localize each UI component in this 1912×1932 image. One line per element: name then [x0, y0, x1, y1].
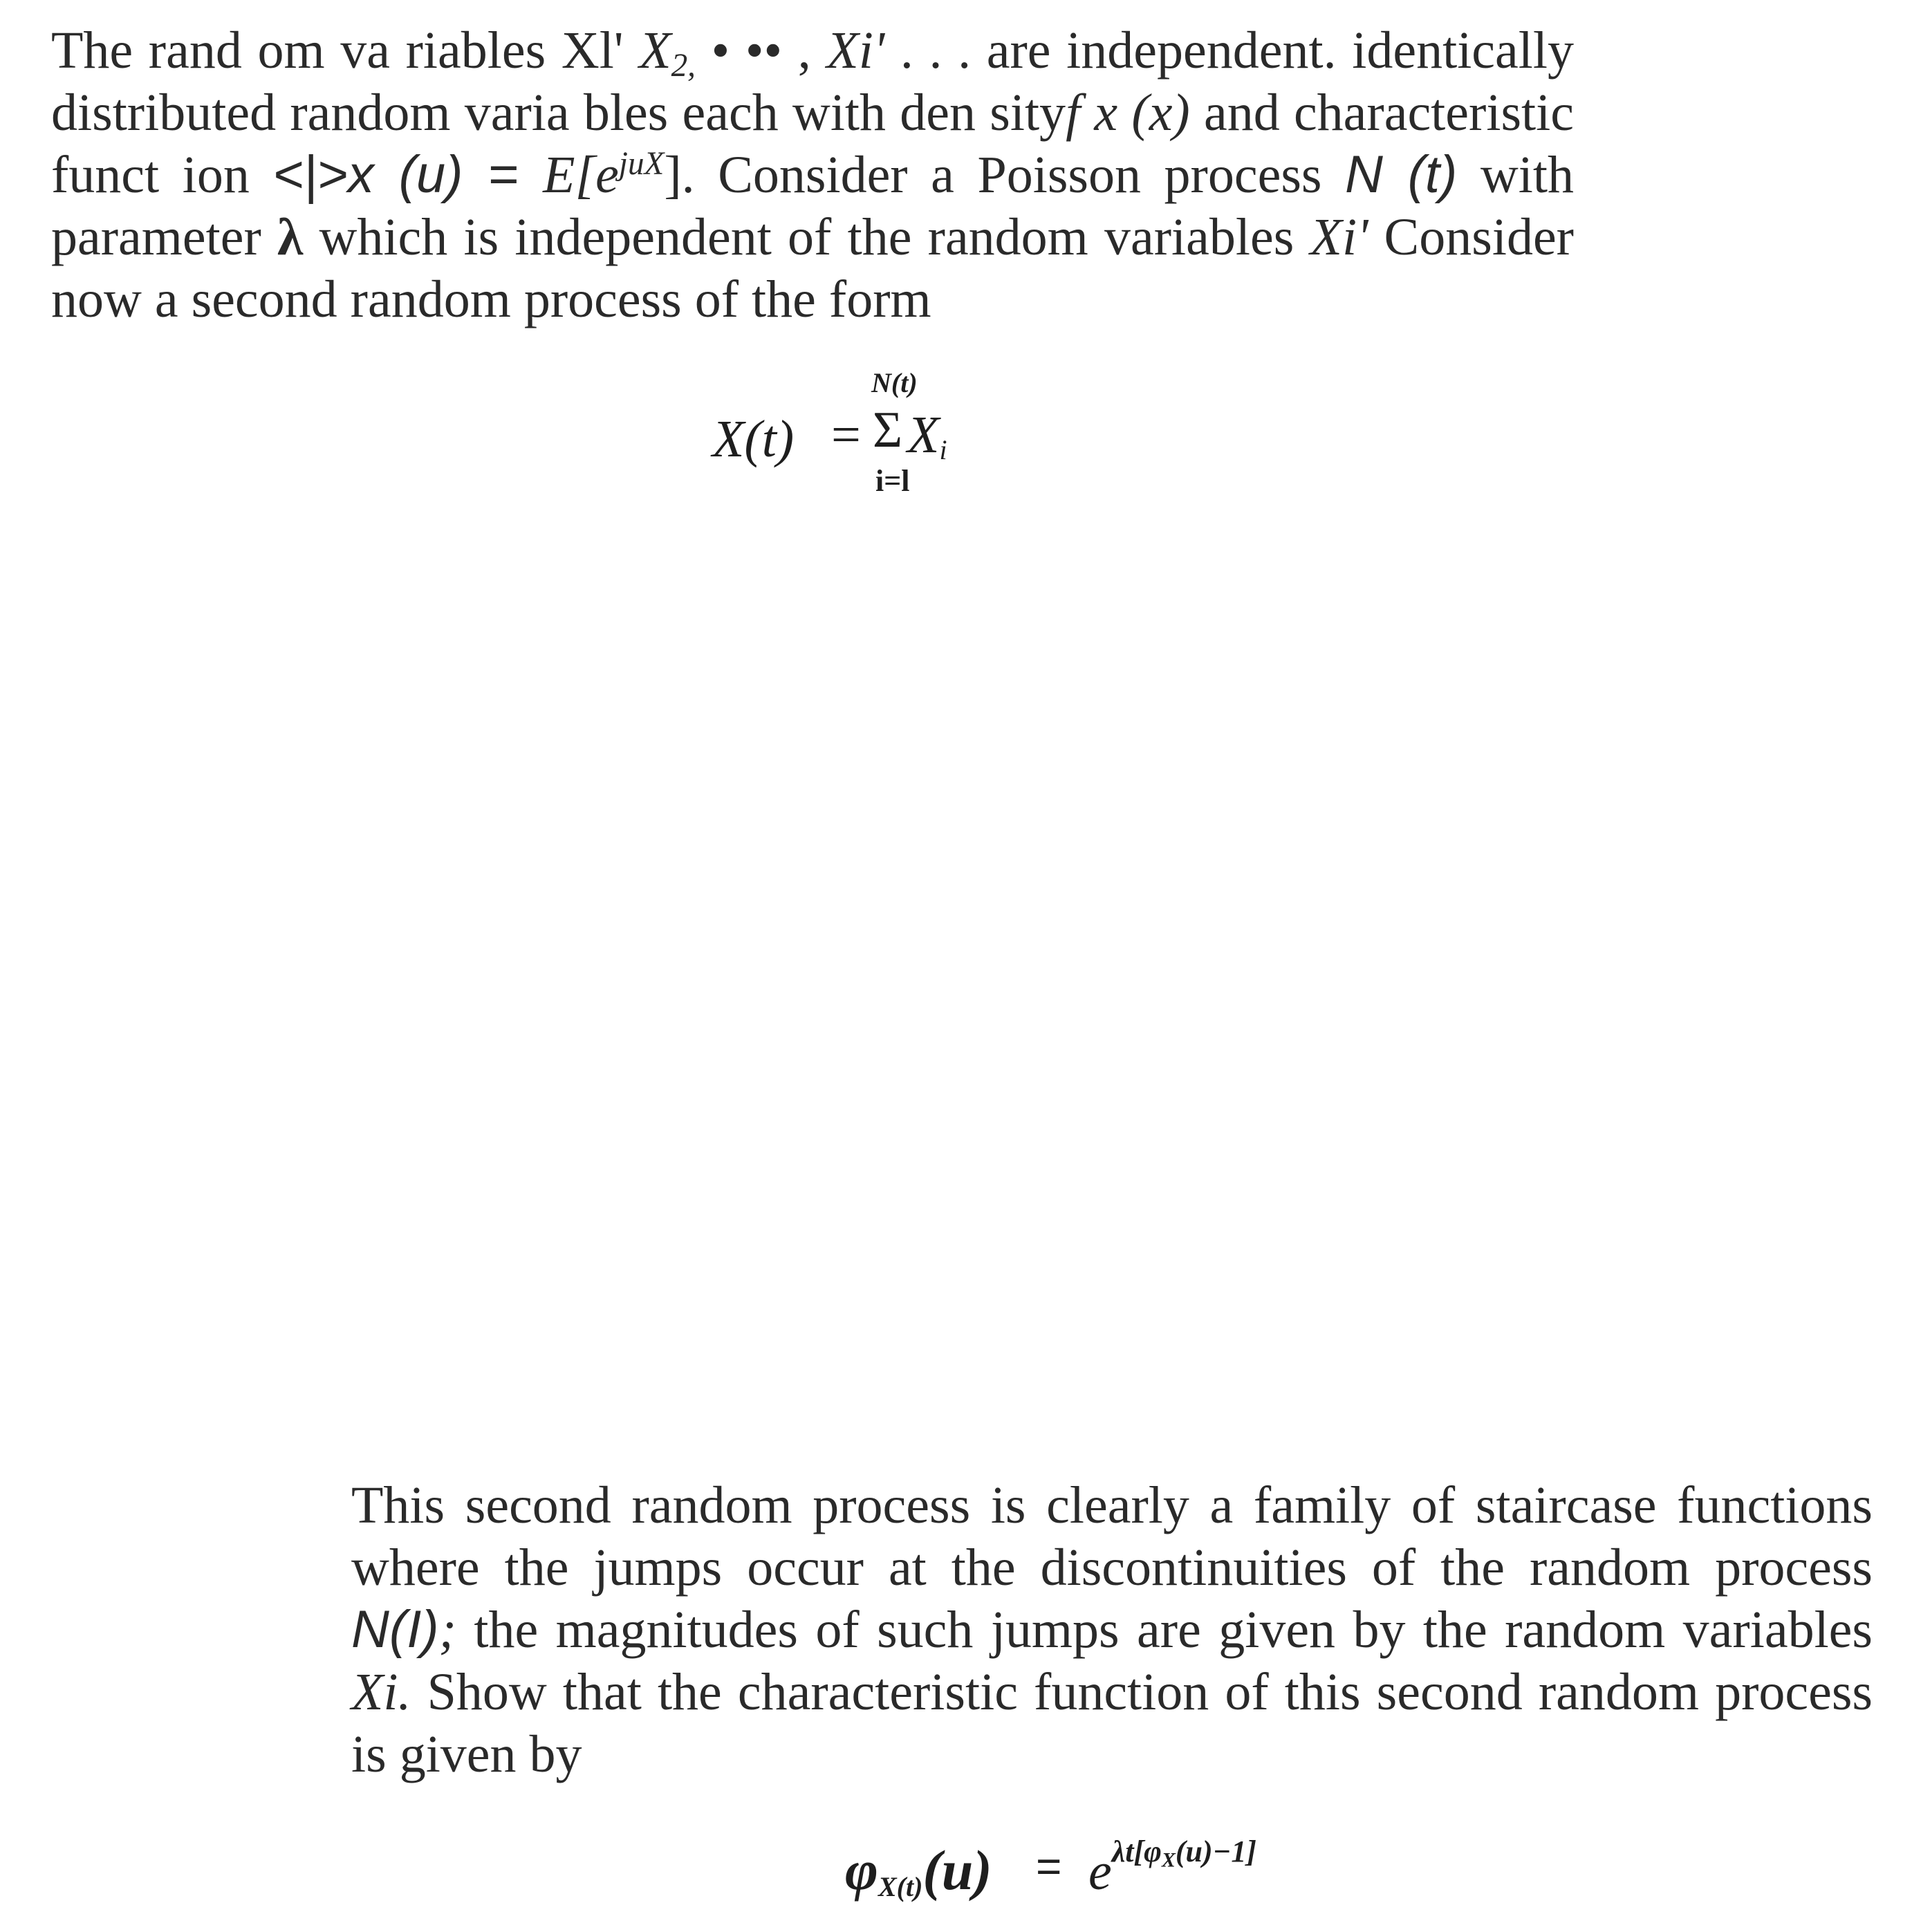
- text-segment: . . . are independent. identically distributed random varia bles each with den sity: [51, 21, 1575, 142]
- expectation-base: E[e: [543, 146, 619, 204]
- phi-argument: (u): [922, 1839, 992, 1902]
- text-segment: This second random process is clearly a family of staircase functions where the jumps occur at the discontinuities of the random process: [351, 1476, 1873, 1597]
- density-fx: f x (x): [1066, 84, 1190, 142]
- variable-xi-2: Xi': [1310, 208, 1368, 266]
- problem-paragraph-intro: [51, 19, 1574, 331]
- text-segment: Show that the characteristic function of this second random process is given by: [351, 1663, 1873, 1783]
- poisson-process-nt: N (t): [1345, 145, 1458, 204]
- sum-upper-limit: N(t): [871, 367, 918, 398]
- exponent-end: (u)−1]: [1175, 1835, 1256, 1869]
- text-segment: Consider now a second random process of the form: [51, 208, 1574, 328]
- text-segment: with parameter: [51, 146, 1574, 266]
- equals-sign: =: [831, 406, 861, 464]
- sigma-symbol: Σ: [873, 402, 903, 458]
- variable-xi-3: Xi.: [351, 1663, 411, 1721]
- variable-x2: [639, 21, 696, 84]
- text-segment: and characteristic funct ion: [51, 84, 1574, 204]
- exponent-subscript: X: [1161, 1848, 1176, 1872]
- exponential-rhs: [1088, 1835, 1256, 1902]
- text-segment: The rand om va riables Xl': [51, 21, 640, 80]
- sum-lower-limit: i=l: [875, 464, 910, 498]
- text-segment: ]. Consider a Poisson process: [664, 146, 1346, 204]
- sum-term-subscript: i: [939, 434, 947, 465]
- semicolon: ;: [438, 1601, 456, 1659]
- text-segment: • •• ,: [695, 21, 827, 80]
- sum-term: [907, 405, 947, 465]
- variable-xi: Xi': [826, 21, 885, 80]
- exponent: [1111, 1835, 1256, 1872]
- lambda-symbol: λ: [277, 208, 304, 266]
- problem-paragraph-task: [351, 1474, 1873, 1785]
- variable-x2-subscript: 2,: [671, 47, 696, 84]
- text-segment: the magnitudes of such jumps are given by the random variables: [456, 1601, 1873, 1659]
- process-nl: N(I): [351, 1600, 439, 1659]
- equation-lhs: X(t): [712, 410, 795, 468]
- expectation-expression: [543, 146, 664, 204]
- sum-term-base: X: [907, 406, 940, 464]
- exponent-start: λt[φ: [1111, 1835, 1162, 1869]
- expectation-exponent: juX: [618, 146, 665, 183]
- sum-equation: [712, 366, 1058, 505]
- characteristic-function-phi: <|>x (u) =: [272, 145, 544, 204]
- phi-symbol: φ: [845, 1839, 878, 1902]
- variable-x2-base: X: [639, 21, 671, 80]
- phi-subscript: X(t): [878, 1871, 923, 1902]
- exponential-base: e: [1088, 1843, 1112, 1901]
- equals-sign: =: [1036, 1841, 1062, 1891]
- text-segment: which is independent of the random variables: [303, 208, 1310, 266]
- characteristic-function-equation: [845, 1826, 1398, 1922]
- phi-lhs: [845, 1838, 992, 1903]
